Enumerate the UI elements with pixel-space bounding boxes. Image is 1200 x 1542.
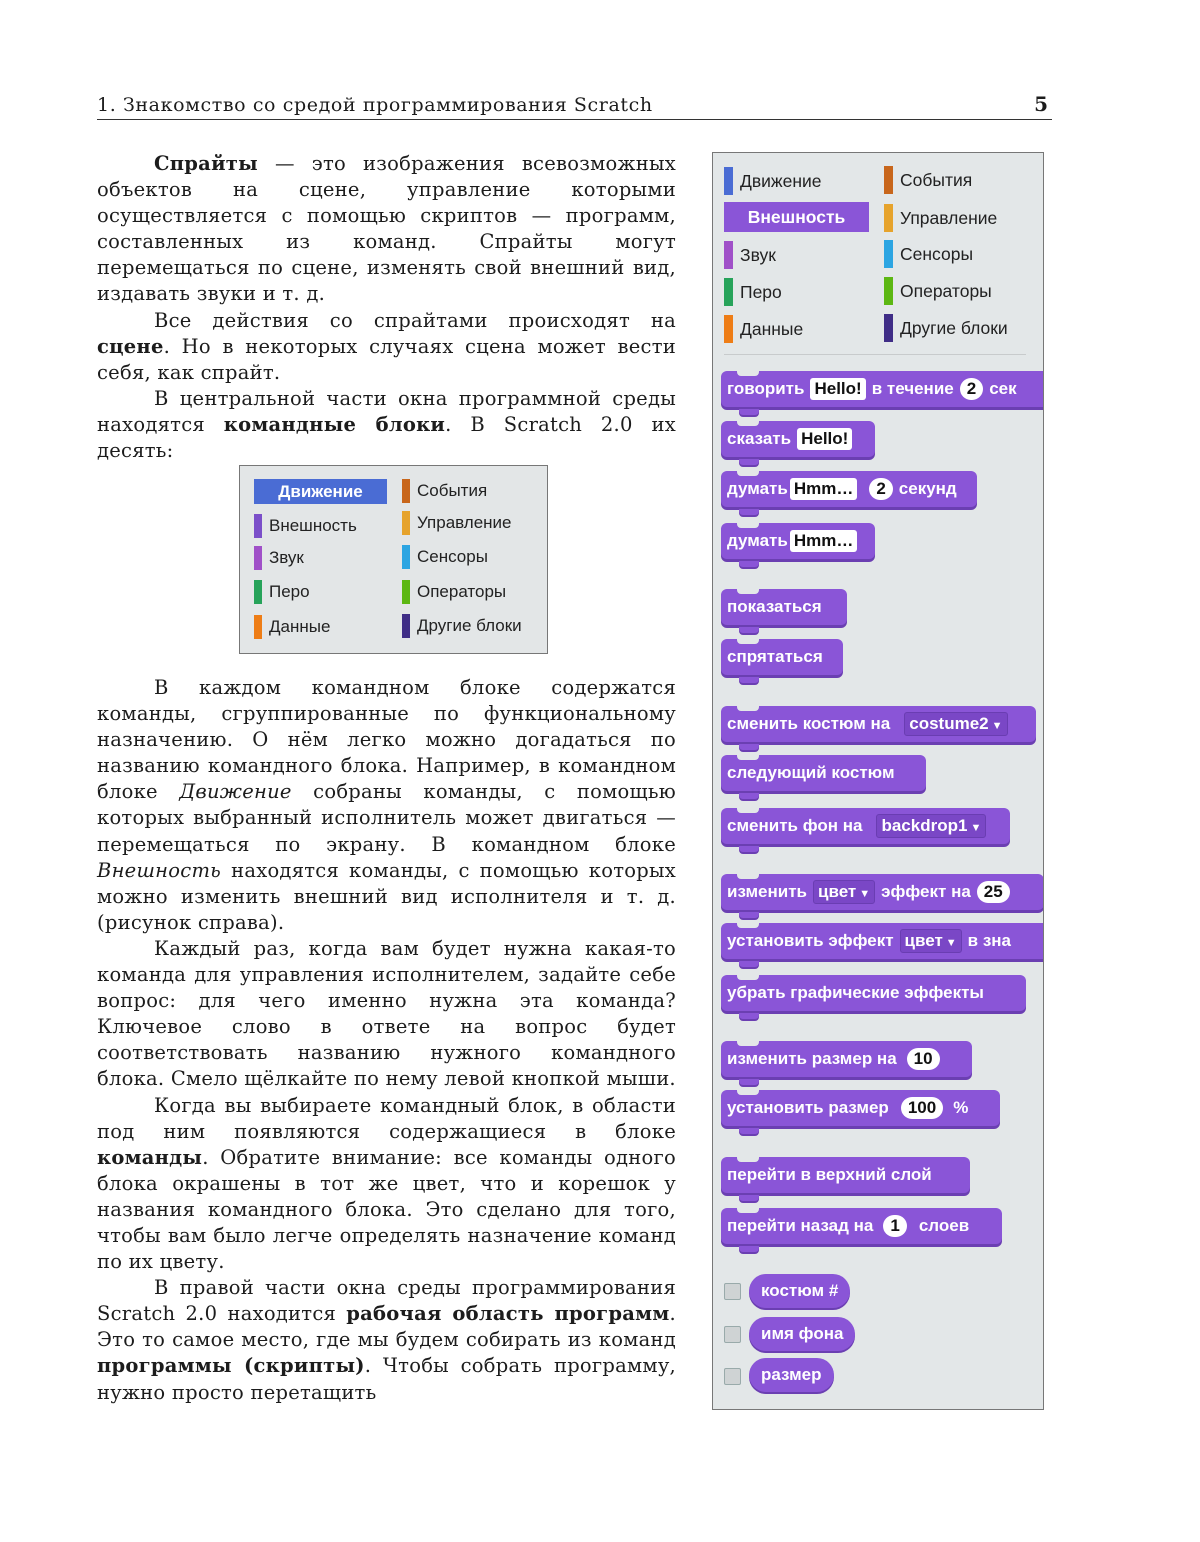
dropdown-value: цвет <box>904 931 943 950</box>
category-label: События <box>900 170 973 190</box>
paragraph-text: . Это то самое место, где мы будем собирать из команд <box>97 1302 676 1352</box>
running-header <box>97 94 1052 120</box>
block-label: сказать <box>727 429 792 448</box>
effect-dropdown[interactable] <box>813 880 875 904</box>
category-label: Звук <box>269 548 304 567</box>
term-commands: команды <box>97 1145 203 1169</box>
term-motion: Движение <box>179 780 292 804</box>
effect-dropdown[interactable] <box>900 929 962 953</box>
chapter-title: 1. Знакомство со средой программирования Scratch <box>97 94 653 116</box>
block-label: перейти назад на <box>727 1216 874 1235</box>
palette-divider <box>724 354 1026 355</box>
number-input[interactable]: 10 <box>907 1048 940 1070</box>
block-show[interactable] <box>721 589 847 625</box>
paragraph-commands <box>97 1093 676 1276</box>
category-color-tab <box>724 241 733 269</box>
block-set-size[interactable] <box>721 1090 1000 1126</box>
paragraph-text: собраны команды, с помощью которых выбранный исполнитель может двигаться — перемещаться по экрану. В командном блоке <box>97 780 676 856</box>
number-input[interactable]: 2 <box>960 378 983 400</box>
category-color-tab <box>402 511 410 535</box>
paragraph-text: В каждом командном блоке содержатся команды, сгруппированные по функциональному назначению. О нём легко можно догадаться по названию командного блока. Например, в командном блоке <box>97 676 676 804</box>
paragraph-groups <box>97 675 676 936</box>
paragraph-text: Когда вы выбираете командный блок, в области под ним появляются содержащиеся в блоке <box>97 1093 676 1143</box>
reporter-backdrop-name[interactable]: имя фона <box>749 1317 855 1351</box>
term-command-blocks: командные блоки <box>223 412 446 436</box>
paragraph-text: . В Scratch 2.0 их десять: <box>97 412 676 463</box>
category-label: Перо <box>740 282 782 302</box>
text-input[interactable]: Hmm… <box>790 478 858 500</box>
block-label: изменить <box>727 882 808 901</box>
block-label: слоев <box>918 1216 970 1235</box>
category-palette-figure <box>239 465 548 654</box>
paragraph-text: — это изображения всевозможных объектов на сцене, управление которыми осуществляется с помощью скриптов — программ, составленных из команд. Спрайты могут перемещаться по сцене, изменять свой внешний вид, издавать звуки и т. д. <box>97 152 676 306</box>
block-label: установить эффект <box>727 931 894 950</box>
category-color-tab <box>254 514 262 538</box>
block-think-for-secs[interactable] <box>721 471 977 507</box>
paragraph-workspace <box>97 1275 676 1405</box>
checkbox-costume-number[interactable] <box>724 1283 741 1300</box>
block-label: установить размер <box>727 1098 889 1117</box>
category-color-tab <box>884 204 893 232</box>
number-input[interactable]: 2 <box>869 478 892 500</box>
block-switch-backdrop[interactable] <box>721 808 1010 844</box>
category-color-tab <box>402 479 410 503</box>
text-input[interactable]: Hello! <box>797 428 852 450</box>
block-set-effect[interactable] <box>721 923 1044 959</box>
block-change-effect[interactable] <box>721 874 1044 910</box>
category-label: Звук <box>740 245 776 265</box>
category-color-tab <box>884 240 893 268</box>
dropdown-arrow-icon: ▼ <box>970 822 982 834</box>
number-input[interactable]: 25 <box>977 881 1010 903</box>
looks-blocks-palette <box>712 152 1044 1410</box>
category-color-tab <box>724 167 733 195</box>
category-label: Операторы <box>900 281 992 301</box>
text-input[interactable]: Hmm… <box>790 530 858 552</box>
category-label: Движение <box>740 171 822 191</box>
block-label: в течение <box>871 379 954 398</box>
block-say[interactable] <box>721 421 875 457</box>
number-input[interactable]: 1 <box>883 1215 906 1237</box>
block-change-size[interactable] <box>721 1041 972 1077</box>
term-stage: сцене <box>97 334 164 358</box>
block-next-costume[interactable] <box>721 755 926 791</box>
block-label: думать <box>727 531 788 550</box>
reporter-size[interactable]: размер <box>749 1358 834 1392</box>
paragraph-keyword: Каждый раз, когда вам будет нужна какая-то команда для управления исполнителем, задайте себе вопрос: для чего именно нужна эта команда? Ключевое слово в ответе на вопрос будет соответствовать названию нужного командного блока. Смело щёлкайте по нему левой кнопкой мыши. <box>97 936 676 1091</box>
block-label: следующий костюм <box>727 763 895 782</box>
paragraph-blocks <box>97 386 676 464</box>
block-label: перейти в верхний слой <box>727 1165 932 1184</box>
block-label: % <box>953 1098 969 1117</box>
block-say-for-secs[interactable] <box>721 371 1044 407</box>
term-sprites: Спрайты <box>154 152 258 175</box>
category-color-tab <box>884 166 893 194</box>
block-think[interactable] <box>721 523 875 559</box>
category-color-tab <box>884 277 893 305</box>
category-color-tab <box>402 545 410 569</box>
block-label: показаться <box>727 597 822 616</box>
dropdown-value: backdrop1 <box>881 816 968 835</box>
block-switch-costume[interactable] <box>721 706 1036 742</box>
category-label: Управление <box>900 208 998 228</box>
paragraph-text: Все действия со спрайтами происходят на <box>154 308 676 332</box>
paragraph-text: . Чтобы собрать программу, нужно просто перетащить <box>97 1354 676 1404</box>
term-looks: Внешность <box>97 858 222 882</box>
dropdown-arrow-icon: ▼ <box>859 888 871 900</box>
text-column-top <box>97 151 676 464</box>
block-label: думать <box>727 479 788 498</box>
category-color-tab <box>402 580 410 604</box>
category-color-tab <box>254 580 262 604</box>
category-color-tab <box>884 314 893 342</box>
paragraph-stage <box>97 308 676 386</box>
block-go-front[interactable] <box>721 1157 970 1193</box>
page-number: 5 <box>1034 92 1048 116</box>
block-clear-effects[interactable] <box>721 975 1026 1011</box>
category-label: Внешность <box>269 516 357 535</box>
block-label: спрятаться <box>727 647 823 666</box>
term-scripts: программы (скрипты) <box>97 1354 365 1378</box>
backdrop-dropdown[interactable] <box>876 814 986 838</box>
text-column-bottom <box>97 675 676 1406</box>
category-label: Другие блоки <box>900 318 1008 338</box>
paragraph-text: . Но в некоторых случаях сцена может вести себя, как спрайт. <box>97 334 676 384</box>
block-label: изменить размер на <box>727 1049 897 1068</box>
reporter-costume-number[interactable]: костюм # <box>749 1274 850 1308</box>
paragraph-sprites <box>97 151 676 308</box>
block-label: секунд <box>898 479 957 498</box>
category-label: Данные <box>269 617 331 636</box>
block-label: убрать графические эффекты <box>727 983 984 1002</box>
category-motion-selected[interactable]: Движение <box>254 479 387 504</box>
category-label: Перо <box>269 582 310 601</box>
checkbox-size[interactable] <box>724 1368 741 1385</box>
costume-dropdown[interactable] <box>904 712 1007 736</box>
block-label: в зна <box>967 931 1012 950</box>
block-label: сменить костюм на <box>727 714 891 733</box>
category-color-tab <box>254 546 262 570</box>
category-color-tab <box>402 614 410 638</box>
paragraph-text: . Обратите внимание: все команды одного блока окрашены в тот же цвет, что и корешок у названия командного блока. Это сделано для того, чтобы вам было легче определять назначение команд по их цвету. <box>97 1145 676 1274</box>
category-looks-selected[interactable]: Внешность <box>724 202 869 232</box>
block-hide[interactable] <box>721 639 843 675</box>
category-color-tab <box>724 315 733 343</box>
checkbox-backdrop-name[interactable] <box>724 1326 741 1343</box>
category-label: Управление <box>417 513 512 532</box>
paragraph-text: находятся команды, с помощью которых можно изменить внешний вид исполнителя и т. д. (рисунок справа). <box>97 858 676 934</box>
dropdown-arrow-icon: ▼ <box>991 720 1003 732</box>
block-label: эффект на <box>881 882 971 901</box>
block-label: сек <box>989 379 1017 398</box>
number-input[interactable]: 100 <box>901 1097 943 1119</box>
block-label: говорить <box>727 379 805 398</box>
term-workspace: рабочая область программ <box>346 1302 670 1326</box>
category-color-tab <box>254 615 262 639</box>
category-label: Данные <box>740 319 804 339</box>
block-label: сменить фон на <box>727 816 863 835</box>
category-label: Операторы <box>417 582 507 601</box>
category-label: Другие блоки <box>417 616 522 635</box>
dropdown-arrow-icon: ▼ <box>945 937 957 949</box>
category-label: Сенсоры <box>417 547 488 566</box>
category-label: Сенсоры <box>900 244 974 264</box>
category-label: События <box>417 481 488 500</box>
block-go-back[interactable] <box>721 1208 1002 1244</box>
dropdown-value: цвет <box>818 882 857 901</box>
dropdown-value: costume2 <box>909 714 989 733</box>
category-color-tab <box>724 278 733 306</box>
text-input[interactable]: Hello! <box>810 378 865 400</box>
paragraph-text: В правой части окна среды программирования Scratch 2.0 находится <box>97 1276 676 1326</box>
paragraph-text: В центральной части окна программной среды находятся <box>97 386 676 436</box>
